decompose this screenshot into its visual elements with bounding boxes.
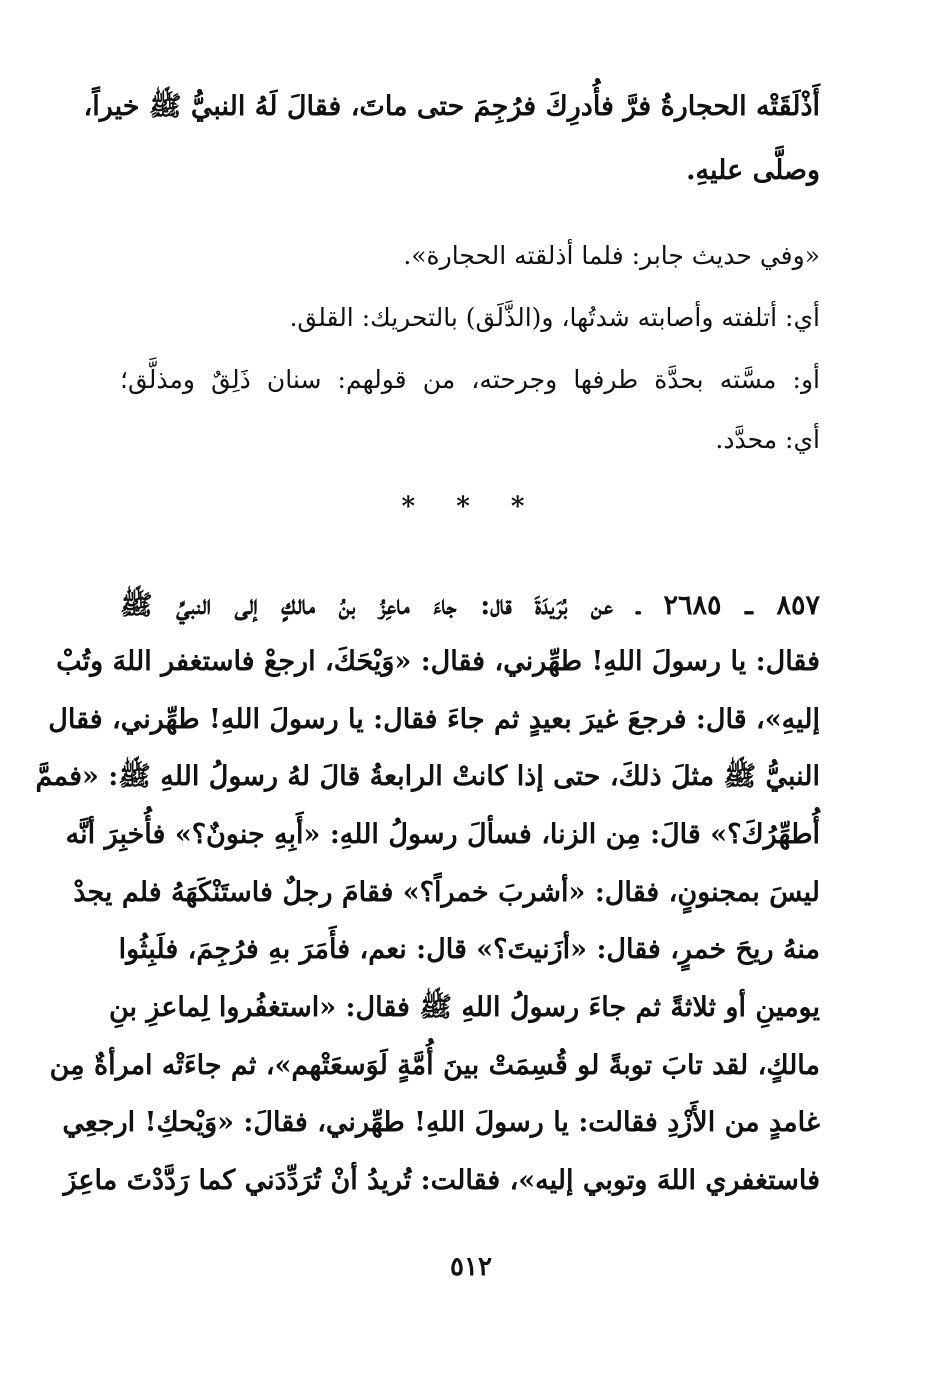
hadith-line: أُطهِّرُكَ؟» قالَ: مِن الزنا، فسألَ رسولُ اللهِ: «أَبِهِ جنونٌ؟» فأُخبِرَ أنَّه [65,819,820,850]
hadith-line: غامدٍ من الأَزْدِ فقالت: يا رسولَ اللهِ! طهِّرني، فقالَ: «وَيْحكِ! ارجعِي [62,1107,820,1138]
hadith-line: مالكٍ، لقد تابَ توبةً لو قُسِمَتْ بينَ أُمَّةٍ لَوَسعَتْهم»، ثم جاءَتْه امرأةٌ مِن [49,1050,820,1081]
commentary-line: أو: مسَّته بحدَّة طرفها وجرحته، من قولهم: سنان ذَلِقٌ ومذلَّق؛ [120,365,820,394]
commentary-line: «وفي حديث جابر: فلما أذلقته الحجارة». [403,241,820,270]
commentary-line: أي: محدَّد. [715,425,820,454]
hadith-line: فقال: يا رسولَ اللهِ! طهِّرني، فقال: «وَيْحَكَ، ارجعْ فاستغفر اللهَ وتُبْ [56,646,820,677]
commentary-line: أي: أتلفته وأصابته شدتُها، و(الذَّلَق) بالتحريك: القلق. [289,303,820,332]
paragraph-line: وصلَّى عليهِ. [686,155,820,186]
hadith-line: ليسَ بمجنونٍ، فقال: «أشربَ خمراً؟» فقامَ رجلٌ فاستَنْكَهَهُ فلم يجدْ [73,877,820,908]
hadith-line: ٨٥٧ ـ ٢٦٨٥ ـ عن بُرَيدَةَ قال: جاءَ ماعِزُ بنُ مالكٍ إلى النبيِّ ﷺ [120,590,820,621]
hadith-line: يومينِ أو ثلاثةً ثم جاءَ رسولُ اللهِ ﷺ فقال: «استغفُروا لِماعزِ بنِ [108,992,820,1023]
page-number: ٥١٢ [450,1252,492,1282]
hadith-line: فاستغفري اللهَ وتوبي إليه»، فقالت: تُريدُ أنْ تُرَدِّدَني كما رَدَّدْتَ ماعِزَ [63,1165,820,1196]
section-separator: * * * [401,492,541,522]
hadith-line: إليهِ»، قال: فرجعَ غيرَ بعيدٍ ثم جاءَ فقال: يا رسولَ اللهِ! طهِّرني، فقال [48,704,820,735]
paragraph-line: أَذْلَقَتْه الحجارةُ فرَّ فأُدرِكَ فرُجِمَ حتى ماتَ، فقالَ لَهُ النبيُّ ﷺ خيراً، [83,91,820,122]
hadith-line: منهُ ريحَ خمرٍ، فقال: «أزَنيتَ؟» قال: نعم، فأَمَرَ بهِ فرُجِمَ، فلَبِثُوا [118,934,820,965]
hadith-line: النبيُّ ﷺ مثلَ ذلكَ، حتى إذا كانتْ الرابعةُ قالَ لهُ رسولُ اللهِ ﷺ: «فممَّ [35,761,820,792]
